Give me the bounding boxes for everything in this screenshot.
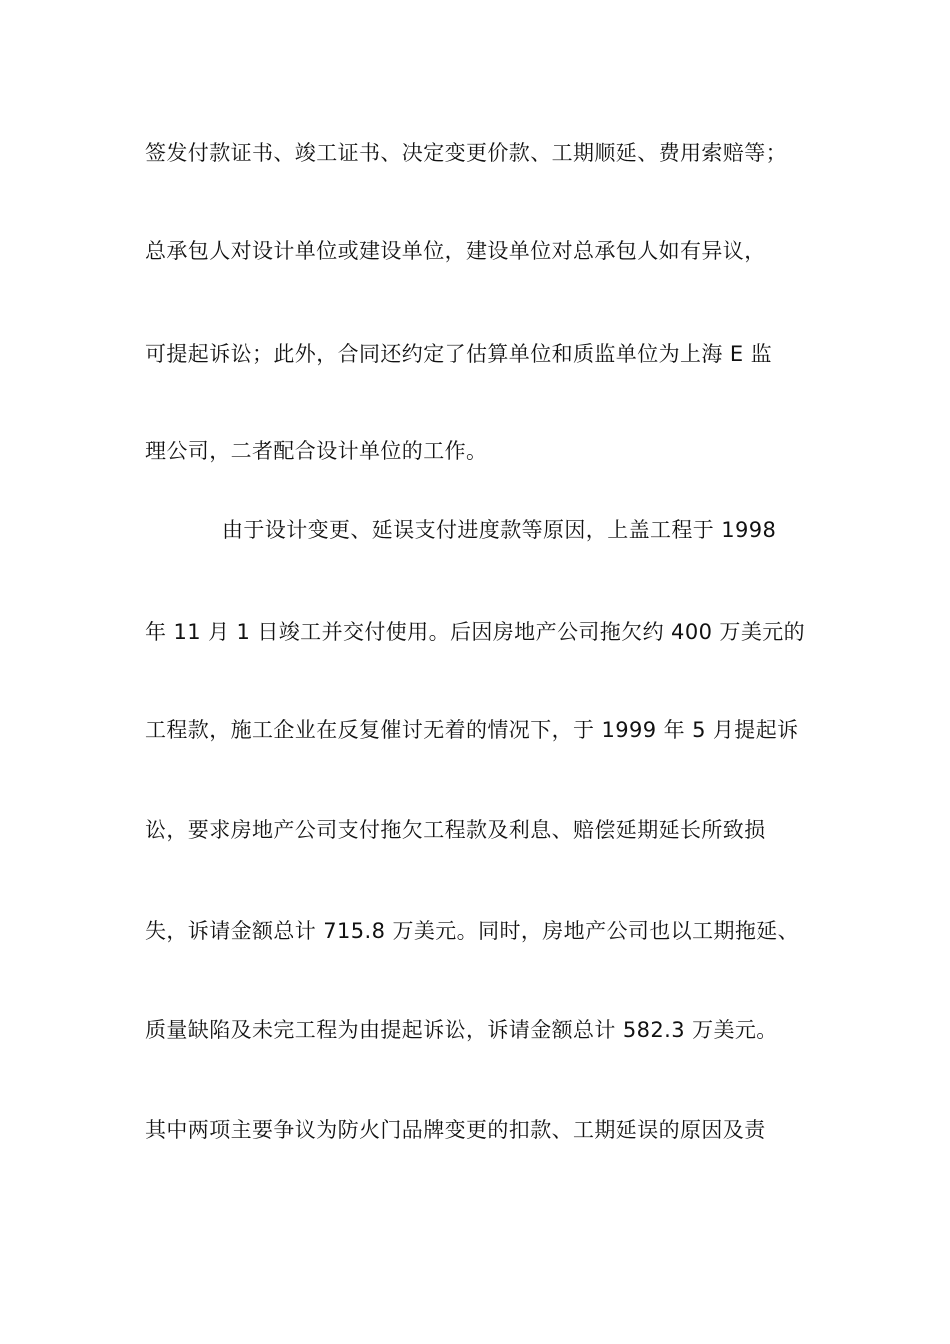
text-line: 签发付款证书、竣工证书、决定变更价款、工期顺延、费用索赔等； <box>145 141 787 165</box>
text-line: 可提起诉讼；此外，合同还约定了估算单位和质监单位为上海 E 监 <box>145 342 773 366</box>
text-line: 其中两项主要争议为防火门品牌变更的扣款、工期延误的原因及责 <box>145 1118 766 1142</box>
text-line: 质量缺陷及未完工程为由提起诉讼，诉请金额总计 582.3 万美元。 <box>145 1018 778 1042</box>
text-line: 失，诉请金额总计 715.8 万美元。同时，房地产公司也以工期拖延、 <box>145 919 800 943</box>
text-line: 理公司，二者配合设计单位的工作。 <box>145 439 488 463</box>
text-line: 讼，要求房地产公司支付拖欠工程款及利息、赔偿延期延长所致损 <box>145 818 766 842</box>
text-line: 工程款，施工企业在反复催讨无着的情况下，于 1999 年 5 月提起诉 <box>145 718 799 742</box>
text-line: 总承包人对设计单位或建设单位，建设单位对总承包人如有异议， <box>145 239 766 263</box>
text-line: 年 11 月 1 日竣工并交付使用。后因房地产公司拖欠约 400 万美元的 <box>145 620 806 644</box>
paragraph-first-line: 由于设计变更、延误支付进度款等原因，上盖工程于 1998 <box>222 518 777 542</box>
